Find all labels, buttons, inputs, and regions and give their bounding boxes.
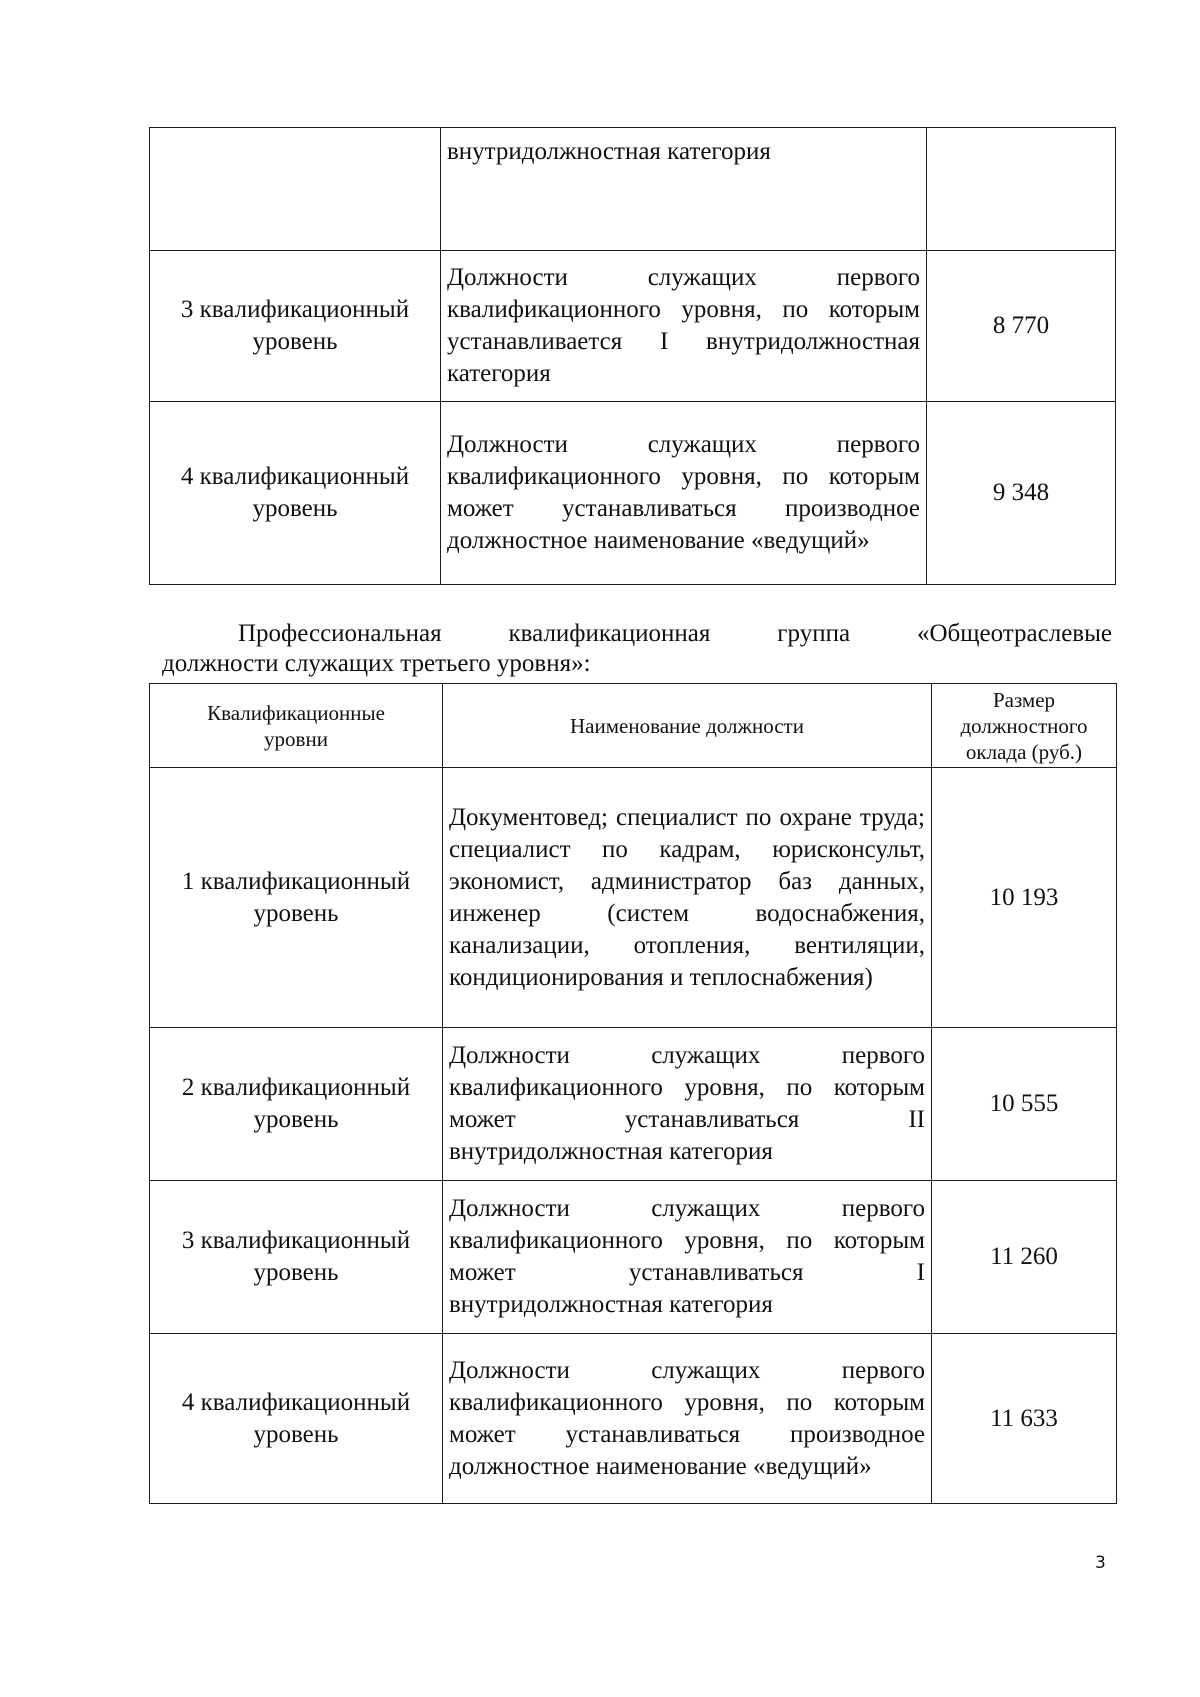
salary-table-continued xyxy=(149,127,1116,585)
page-number: 3 xyxy=(1095,1553,1106,1573)
salary-cell: 11 260 xyxy=(932,1181,1117,1334)
salary-cell: 10 555 xyxy=(932,1028,1117,1181)
table-row xyxy=(150,128,1116,251)
level-cell: 4 квалификационный уровень xyxy=(150,1334,443,1504)
table-row xyxy=(150,251,1116,402)
table-header-row xyxy=(150,684,1117,768)
header-salary: Размер должностного оклада (руб.) xyxy=(932,684,1117,768)
position-name-cell: Документовед; специалист по охране труда; специалист по кадрам, юрисконсульт, экономист, администратор баз данных, инженер (систем водоснабжения, канализации, отопления, вентиляции, кондиционирования и теплоснабжения) xyxy=(443,768,932,1028)
position-name-cell xyxy=(441,128,927,251)
caption-line-1: Профессиональная квалификационная группа «Общеотраслевые xyxy=(238,620,1112,647)
level-cell: 3 квалификационный уровень xyxy=(150,1181,443,1334)
level-cell: 1 квалификационный уровень xyxy=(150,768,443,1028)
salary-cell: 9 348 xyxy=(927,402,1116,585)
level-cell: 2 квалификационный уровень xyxy=(150,1028,443,1181)
salary-cell: 11 633 xyxy=(932,1334,1117,1504)
level-cell: 3 квалификационный уровень xyxy=(150,251,441,402)
salary-table-third-level xyxy=(149,683,1117,1504)
salary-cell xyxy=(927,128,1116,251)
position-name-cell: Должности служащих первого квалификационного уровня, по которым может устанавливаться II внутридолжностная категория xyxy=(443,1028,932,1181)
position-name-cell: Должности служащих первого квалификационного уровня, по которым может устанавливаться I внутридолжностная категория xyxy=(443,1181,932,1334)
position-name-cell: Должности служащих первого квалификационного уровня, по которым может устанавливаться производное должностное наименование «ведущий» xyxy=(441,402,927,585)
position-name-text: внутридолжностная категория xyxy=(447,138,771,165)
table-row xyxy=(150,1181,1117,1334)
position-name-cell: Должности служащих первого квалификационного уровня, по которым может устанавливаться производное должностное наименование «ведущий» xyxy=(443,1334,932,1504)
header-levels: Квалификационные уровни xyxy=(150,684,443,768)
salary-cell: 8 770 xyxy=(927,251,1116,402)
level-cell: 4 квалификационный уровень xyxy=(150,402,441,585)
group-caption xyxy=(162,619,1112,679)
salary-cell: 10 193 xyxy=(932,768,1117,1028)
table-row xyxy=(150,1334,1117,1504)
caption-line-2: должности служащих третьего уровня»: xyxy=(162,650,591,677)
header-position-name: Наименование должности xyxy=(443,684,932,768)
table-row xyxy=(150,1028,1117,1181)
level-cell xyxy=(150,128,441,251)
table-row xyxy=(150,402,1116,585)
position-name-cell: Должности служащих первого квалификационного уровня, по которым устанавливается I внутридолжностная категория xyxy=(441,251,927,402)
table-row xyxy=(150,768,1117,1028)
